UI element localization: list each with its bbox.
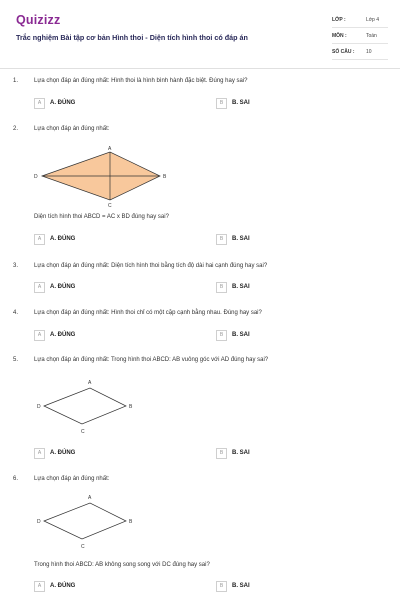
vertex-label-d: D	[37, 519, 41, 525]
question-number: 1.	[13, 78, 19, 84]
option-letter-box: B	[216, 448, 227, 459]
option-label: B. SAI	[232, 332, 250, 338]
option-label: B. SAI	[232, 100, 250, 106]
vertex-label-a: A	[88, 495, 92, 501]
option-label: A. ĐÚNG	[50, 236, 76, 242]
option-label: A. ĐÚNG	[50, 332, 76, 338]
question-number: 4.	[13, 310, 19, 316]
option-label: A. ĐÚNG	[50, 450, 76, 456]
option-letter-box: B	[216, 98, 227, 109]
question-text: Lựa chọn đáp án đúng nhất:	[34, 476, 110, 482]
option-label: B. SAI	[232, 583, 250, 589]
vertex-label-b: B	[163, 174, 167, 180]
question-text: Lựa chọn đáp án đúng nhất: Trong hình thoi ABCD: AB vuông góc với AD đúng hay sai?	[34, 357, 269, 363]
option-letter-box: A	[34, 448, 45, 459]
option-letter-box: A	[34, 581, 45, 592]
question-number: 6.	[13, 476, 19, 482]
question-number: 5.	[13, 357, 19, 363]
option-letter-box: B	[216, 282, 227, 293]
rhombus-shape	[44, 503, 126, 539]
question-subtext: Trong hình thoi ABCD: AB không song song với DC đúng hay sai?	[34, 562, 210, 568]
vertex-label-c: C	[81, 544, 85, 550]
question-text: Lựa chọn đáp án đúng nhất: Hình thoi là hình bình hành đặc biệt. Đúng hay sai?	[34, 78, 248, 84]
document-title: Trắc nghiệm Bài tập cơ bản Hình thoi - Diện tích hình thoi có đáp án	[16, 33, 248, 42]
option-letter-box: A	[34, 98, 45, 109]
option-label: A. ĐÚNG	[50, 100, 76, 106]
vertex-label-d: D	[34, 174, 38, 180]
meta-key: MÔN :	[332, 33, 347, 39]
question-text: Lựa chọn đáp án đúng nhất:	[34, 126, 110, 132]
option-label: A. ĐÚNG	[50, 583, 76, 589]
question-number: 2.	[13, 126, 19, 132]
quizizz-logo: Quizizz	[16, 13, 61, 27]
vertex-label-a: A	[108, 146, 112, 152]
option-label: A. ĐÚNG	[50, 284, 76, 290]
rhombus-figure	[30, 144, 170, 214]
option-label: B. SAI	[232, 450, 250, 456]
rhombus-figure	[34, 377, 144, 437]
meta-table	[332, 12, 388, 60]
vertex-label-d: D	[37, 404, 41, 410]
option-letter-box: B	[216, 330, 227, 341]
vertex-label-c: C	[108, 203, 112, 209]
vertex-label-c: C	[81, 429, 85, 435]
option-label: B. SAI	[232, 284, 250, 290]
header-divider	[0, 68, 400, 69]
rhombus-shape	[44, 388, 126, 424]
question-text: Lựa chọn đáp án đúng nhất: Hình thoi chỉ có một cặp cạnh bằng nhau. Đúng hay sai?	[34, 310, 262, 316]
rhombus-figure	[34, 492, 144, 552]
vertex-label-b: B	[129, 519, 133, 525]
option-letter-box: B	[216, 234, 227, 245]
question-number: 3.	[13, 263, 19, 269]
option-label: B. SAI	[232, 236, 250, 242]
page-header	[0, 0, 400, 68]
question-text: Lựa chọn đáp án đúng nhất: Diện tích hình thoi bằng tích độ dài hai cạnh đúng hay sai?	[34, 263, 268, 269]
vertex-label-a: A	[88, 380, 92, 386]
option-letter-box: B	[216, 581, 227, 592]
meta-value: Lớp 4	[366, 17, 380, 23]
meta-key: LỚP :	[332, 17, 346, 23]
meta-key: SỐ CÂU :	[332, 49, 355, 55]
vertex-label-b: B	[129, 404, 133, 410]
meta-row-grade	[332, 12, 388, 28]
option-letter-box: A	[34, 330, 45, 341]
option-letter-box: A	[34, 234, 45, 245]
meta-value: 10	[366, 49, 372, 55]
meta-row-subject	[332, 28, 388, 44]
option-letter-box: A	[34, 282, 45, 293]
meta-value: Toán	[366, 33, 377, 39]
question-subtext: Diện tích hình thoi ABCD = AC x BD đúng hay sai?	[34, 214, 169, 220]
meta-row-count	[332, 44, 388, 60]
